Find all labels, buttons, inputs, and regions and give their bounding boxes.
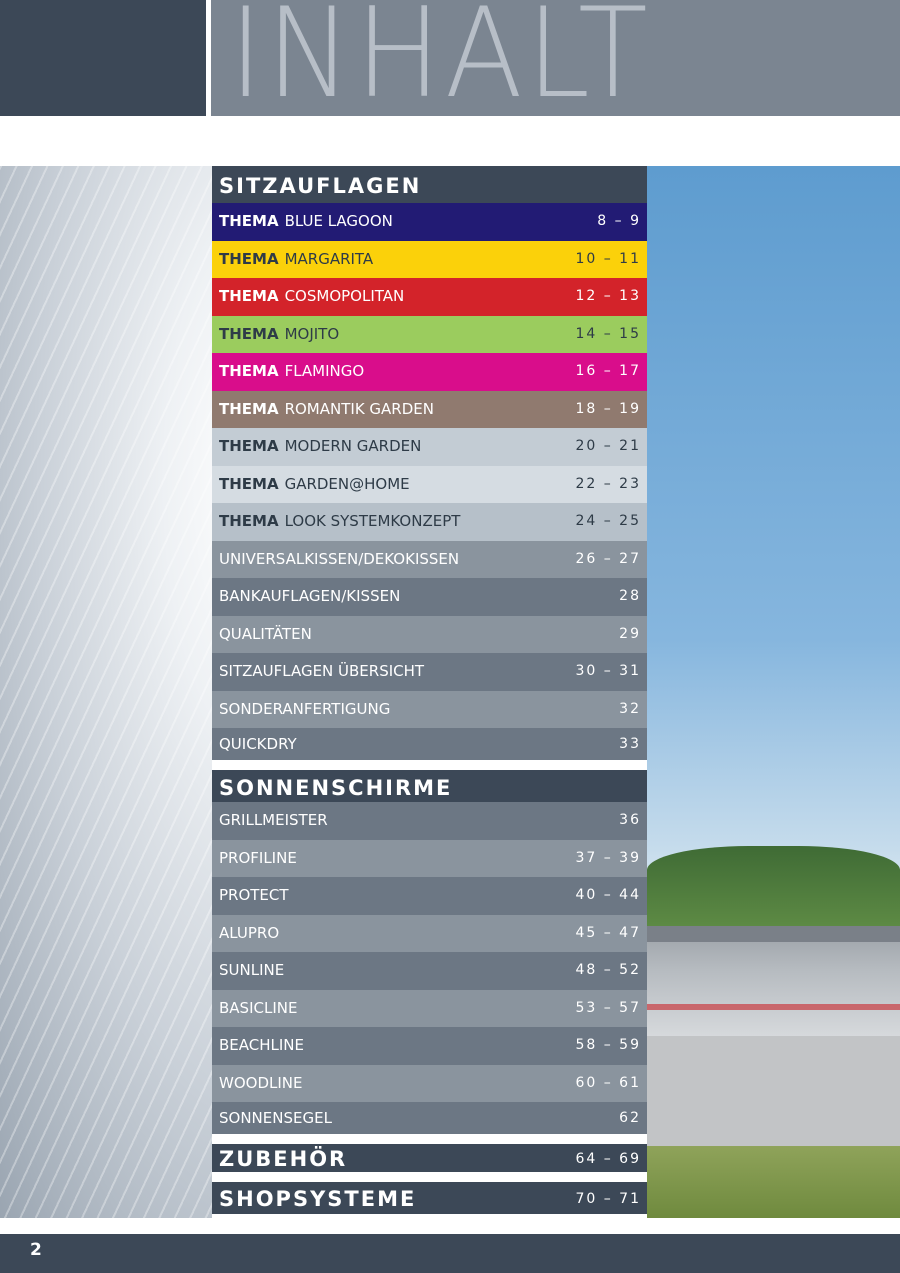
toc-row-label [219, 735, 297, 753]
toc-row-title: SONDERANFERTIGUNG [219, 699, 391, 718]
toc-row[interactable] [212, 391, 647, 429]
toc-row-label [219, 849, 297, 867]
toc-row-pages: 48 – 52 [575, 962, 641, 978]
toc-row-title: MODERN GARDEN [284, 437, 422, 455]
toc-row[interactable] [212, 877, 647, 915]
toc-row-title: WOODLINE [219, 1073, 303, 1092]
page-number: 2 [30, 1240, 42, 1260]
section-header-zubehoer[interactable] [212, 1144, 647, 1172]
toc-row-pages: 36 [619, 812, 641, 828]
toc-row-label [219, 999, 297, 1017]
section-pages-shopsysteme: 70 – 71 [575, 1191, 641, 1207]
toc-row-title: MOJITO [284, 324, 340, 343]
toc-row[interactable] [212, 203, 647, 241]
toc-row-pages: 18 – 19 [575, 400, 641, 417]
toc-row-title: COSMOPOLITAN [284, 287, 405, 305]
toc-row-pages: 45 – 47 [575, 924, 641, 941]
toc-row-pages: 16 – 17 [575, 363, 641, 379]
toc-row-pages: 26 – 27 [575, 550, 641, 567]
toc-row[interactable] [212, 1027, 647, 1065]
toc-row-pages: 22 – 23 [575, 475, 641, 492]
toc-row-prefix: THEMA [219, 474, 279, 493]
toc-row-prefix: THEMA [219, 249, 279, 268]
toc-row-title: QUALITÄTEN [219, 624, 312, 643]
toc-row-pages: 8 – 9 [597, 213, 641, 229]
toc-row-title: SONNENSEGEL [219, 1109, 332, 1127]
section-header-sitzauflagen: SITZAUFLAGEN [212, 166, 647, 203]
toc-row-label [219, 1074, 302, 1092]
toc-row-title: PROTECT [219, 886, 289, 904]
toc-row-label [219, 212, 393, 230]
toc-row[interactable] [212, 653, 647, 691]
toc-row-label [219, 700, 390, 718]
toc-row-title: BASICLINE [219, 998, 298, 1017]
toc-row-title: BLUE LAGOON [284, 212, 393, 230]
toc-row[interactable] [212, 428, 647, 466]
toc-row-title: LOOK SYSTEMKONZEPT [284, 512, 461, 530]
toc-row-prefix: THEMA [219, 512, 279, 530]
toc-row-label [219, 362, 364, 380]
toc-row-prefix: THEMA [219, 362, 279, 380]
toc-row[interactable] [212, 1065, 647, 1103]
toc-row[interactable] [212, 541, 647, 579]
page-title: INHALT [229, 0, 652, 116]
toc-row-pages: 33 [619, 736, 641, 752]
toc-row[interactable] [212, 802, 647, 840]
toc-row[interactable] [212, 952, 647, 990]
toc-row[interactable] [212, 990, 647, 1028]
toc-row-label [219, 325, 339, 343]
toc-row[interactable] [212, 353, 647, 391]
toc-row-label [219, 1109, 332, 1127]
toc-row-pages: 62 [619, 1110, 641, 1126]
toc-row-title: BANKAUFLAGEN/KISSEN [219, 587, 401, 605]
toc-row-pages: 53 – 57 [575, 999, 641, 1016]
toc-row-label [219, 550, 459, 568]
toc-row-prefix: THEMA [219, 399, 279, 418]
toc-row-label [219, 400, 434, 418]
toc-row-label [219, 625, 312, 643]
section-header-sonnenschirme: SONNENSCHIRME [212, 770, 647, 802]
toc-row-label [219, 1036, 304, 1054]
section-pages-zubehoer: 64 – 69 [575, 1151, 641, 1167]
section-title-shopsysteme: SHOPSYSTEME [219, 1187, 417, 1211]
toc-row-title: GARDEN@HOME [284, 474, 410, 493]
toc-row[interactable] [212, 1102, 647, 1134]
toc-row-title: UNIVERSALKISSEN/DEKOKISSEN [219, 549, 460, 568]
toc-row-pages: 37 – 39 [575, 849, 641, 866]
footer-bar [0, 1234, 900, 1273]
toc-row-pages: 12 – 13 [575, 288, 641, 304]
header-title-band [211, 0, 900, 116]
toc-row-prefix: THEMA [219, 287, 279, 305]
toc-row-pages: 14 – 15 [575, 325, 641, 342]
toc-row-label [219, 961, 284, 979]
sonnenschirme-list [212, 802, 647, 1134]
toc-row-label [219, 250, 373, 268]
toc-row[interactable] [212, 691, 647, 729]
sitzauflagen-list [212, 203, 647, 760]
toc-row-label [219, 924, 279, 942]
toc-row-title: ALUPRO [219, 923, 280, 942]
toc-row-pages: 29 [619, 625, 641, 642]
toc-row[interactable] [212, 915, 647, 953]
toc-row[interactable] [212, 578, 647, 616]
toc-row-pages: 24 – 25 [575, 513, 641, 529]
toc-row-prefix: THEMA [219, 324, 279, 343]
toc-row-title: SITZAUFLAGEN ÜBERSICHT [219, 662, 425, 680]
toc-row-title: QUICKDRY [219, 735, 297, 753]
toc-row-title: MARGARITA [284, 249, 374, 268]
toc-row-pages: 60 – 61 [575, 1074, 641, 1091]
table-of-contents [212, 166, 647, 1214]
factory-photo [647, 166, 900, 1218]
toc-row-pages: 30 – 31 [575, 663, 641, 679]
toc-row[interactable] [212, 241, 647, 279]
toc-row-pages: 28 [619, 588, 641, 604]
toc-row-pages: 10 – 11 [575, 250, 641, 267]
header-left-block [0, 0, 206, 116]
toc-row[interactable] [212, 840, 647, 878]
toc-row-prefix: THEMA [219, 212, 279, 230]
toc-row-label [219, 662, 424, 680]
toc-row[interactable] [212, 728, 647, 760]
toc-row-pages: 32 [619, 700, 641, 717]
toc-row-pages: 40 – 44 [575, 887, 641, 903]
toc-row-pages: 58 – 59 [575, 1037, 641, 1053]
toc-row[interactable] [212, 278, 647, 316]
toc-row-prefix: THEMA [219, 437, 279, 455]
toc-row[interactable] [212, 616, 647, 654]
toc-row-title: PROFILINE [219, 848, 297, 867]
toc-row-label [219, 437, 421, 455]
toc-row-label [219, 287, 404, 305]
toc-row-title: BEACHLINE [219, 1036, 304, 1054]
toc-row-title: ROMANTIK GARDEN [284, 399, 434, 418]
toc-row[interactable] [212, 503, 647, 541]
section-title-zubehoer: ZUBEHÖR [219, 1147, 348, 1171]
toc-row-label [219, 512, 460, 530]
toc-row-label [219, 886, 289, 904]
section-header-shopsysteme[interactable] [212, 1182, 647, 1214]
light-rays-decoration [0, 166, 212, 1218]
toc-row-label [219, 587, 400, 605]
toc-row-title: SUNLINE [219, 961, 285, 979]
toc-row[interactable] [212, 316, 647, 354]
toc-row-label [219, 475, 410, 493]
toc-row-label [219, 811, 328, 829]
toc-row-title: GRILLMEISTER [219, 811, 328, 829]
toc-row[interactable] [212, 466, 647, 504]
toc-row-pages: 20 – 21 [575, 438, 641, 454]
toc-row-title: FLAMINGO [284, 362, 365, 380]
